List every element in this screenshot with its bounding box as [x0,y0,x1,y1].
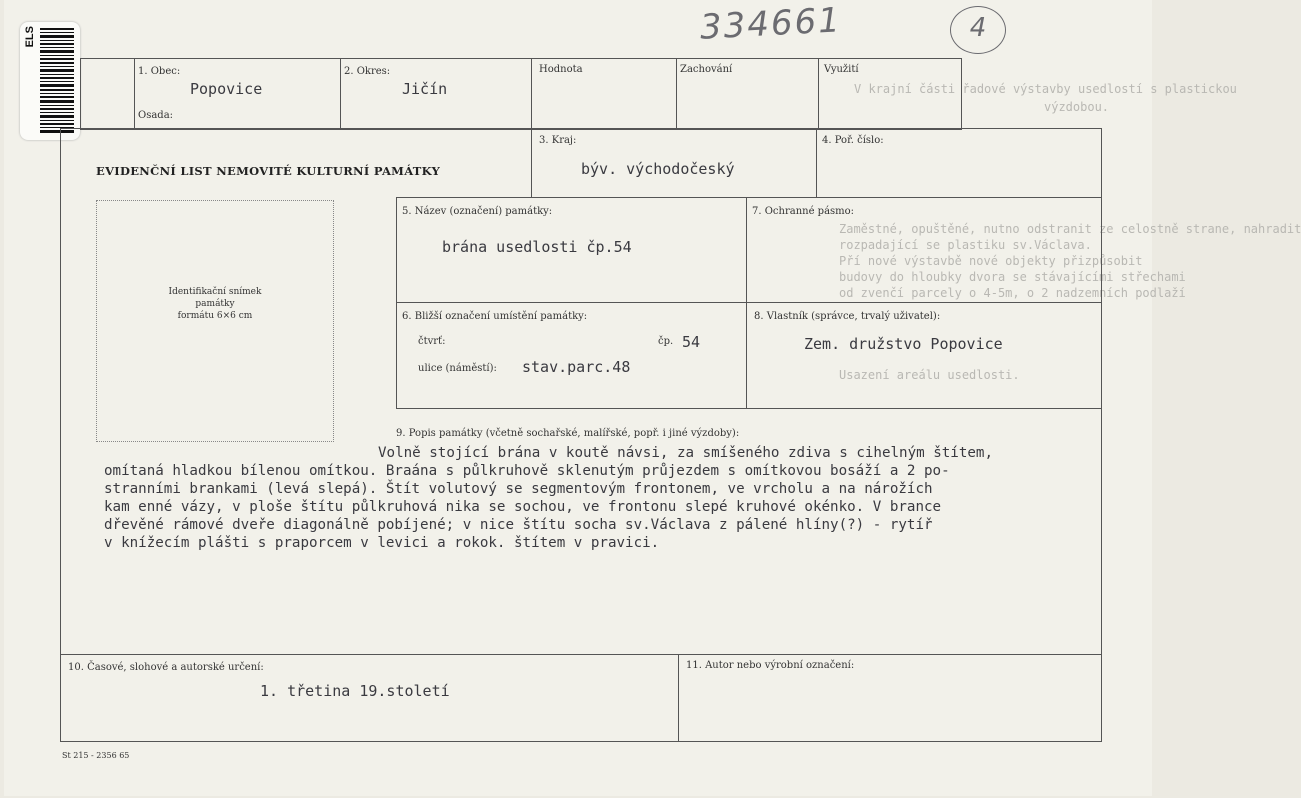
photo-placeholder [96,200,334,442]
document-sheet [4,0,1301,796]
divider [818,58,819,130]
popis-line: stranními brankami (levá slepá). Štít volutový se segmentovým frontonem, ve vrcholu a na nárožích [104,481,933,497]
obec-value: Popovice [190,80,263,98]
handwritten-number: 334661 [699,0,843,48]
ctvrt-label: čtvrť: [418,336,446,347]
divider [746,197,747,409]
popis-line: omítaná hladkou bílenou omítkou. Braána s půlkruhově sklenutým průjezdem s omítkovou bosáží a 2 po- [104,463,950,479]
bleed-through-line: budovy do hloubky dvora se stávajícími střechami [839,270,1186,284]
okres-label: 2. Okres: [344,66,391,77]
zachovani-label: Zachování [680,64,733,75]
circled-number [950,6,1006,54]
popis-line: kam enné vázy, v ploše štítu půlkruhová nika se sochou, ve frontonu slepé kruhové okénko. V brance [104,499,942,515]
barcode-sticker [20,22,80,140]
popis-label: 9. Popis památky (včetně sochařské, malířské, popř. i jiné výzdoby): [396,428,740,439]
divider [396,197,1102,198]
divider [678,654,679,742]
popis-line: Volně stojící brána v koutě návsi, za smíšeného zdiva s cihelným štítem, [378,445,993,461]
ulice-value: stav.parc.48 [522,358,631,376]
divider [676,58,677,130]
casove-label: 10. Časové, slohové a autorské určení: [68,662,264,673]
form-title: EVIDENČNÍ LIST NEMOVITÉ KULTURNÍ PAMÁTKY [96,164,441,178]
form-code: St 215 - 2356 65 [62,751,130,760]
bleed-through-line: rozpadající se plastiku sv.Václava. [839,238,1092,252]
bleed-through-line: od zvenčí parcely o 4-5m, o 2 nadzemních podlaží [839,286,1186,300]
divider [531,128,532,198]
divider [396,197,397,409]
bleed-through-line: Usazení areálu usedlosti. [839,368,1020,382]
bleed-through-line: Pří nové výstavbě nové objekty přizpůsobit [839,254,1143,268]
casove-value: 1. třetina 19.století [260,682,450,700]
ochranne-pasmo-label: 7. Ochranné pásmo: [752,206,855,217]
nazev-label: 5. Název (označení) památky: [402,206,553,217]
photo-caption-line: Identifikační snímek [168,287,262,297]
osada-label: Osada: [138,110,174,121]
vlastnik-label: 8. Vlastník (správce, trvalý uživatel): [754,311,941,322]
divider [816,128,817,198]
barcode-label: ELS [24,26,36,48]
popis-line: v knížecím plášti s praporcem v levici a rokok. štítem v pravici. [104,535,660,551]
divider [531,58,532,130]
divider [60,654,1102,655]
bleed-through-line: výzdobou. [1044,100,1110,114]
divider [396,302,1102,303]
divider [396,408,1102,409]
cp-label: čp. [658,336,674,347]
umisteni-label: 6. Bližší označení umístění památky: [402,311,588,322]
ulice-label: ulice (náměstí): [418,363,497,374]
vlastnik-value: Zem. družstvo Popovice [804,335,1003,353]
cp-value: 54 [682,333,701,351]
por-cislo-label: 4. Poř. číslo: [822,135,884,146]
bleed-through-line: V krajní části řadové výstavby usedlostí s plastickou [854,82,1237,96]
barcode-icon [40,28,74,134]
divider [340,58,341,130]
divider [134,58,135,130]
obec-label: 1. Obec: [138,66,181,77]
popis-line: dřevěné rámové dveře diagonálně pobíjené; v nice štítu socha sv.Václava z pálené hlíny(?) - rytíř [104,517,933,533]
vyuziti-label: Využití [824,64,859,75]
autor-label: 11. Autor nebo výrobní označení: [686,660,855,671]
circled-number-value: 4 [969,13,987,43]
kraj-label: 3. Kraj: [539,135,577,146]
photo-caption-line: památky [195,299,235,309]
kraj-value: býv. východočeský [581,160,735,178]
bleed-through-line: Zaměstné, opuštěné, nutno odstranit ze celostně strane, nahradit [839,222,1301,236]
photo-caption-line: formátu 6×6 cm [177,311,253,321]
okres-value: Jičín [402,80,448,98]
nazev-value: brána usedlosti čp.54 [442,238,632,256]
hodnota-label: Hodnota [539,64,583,75]
